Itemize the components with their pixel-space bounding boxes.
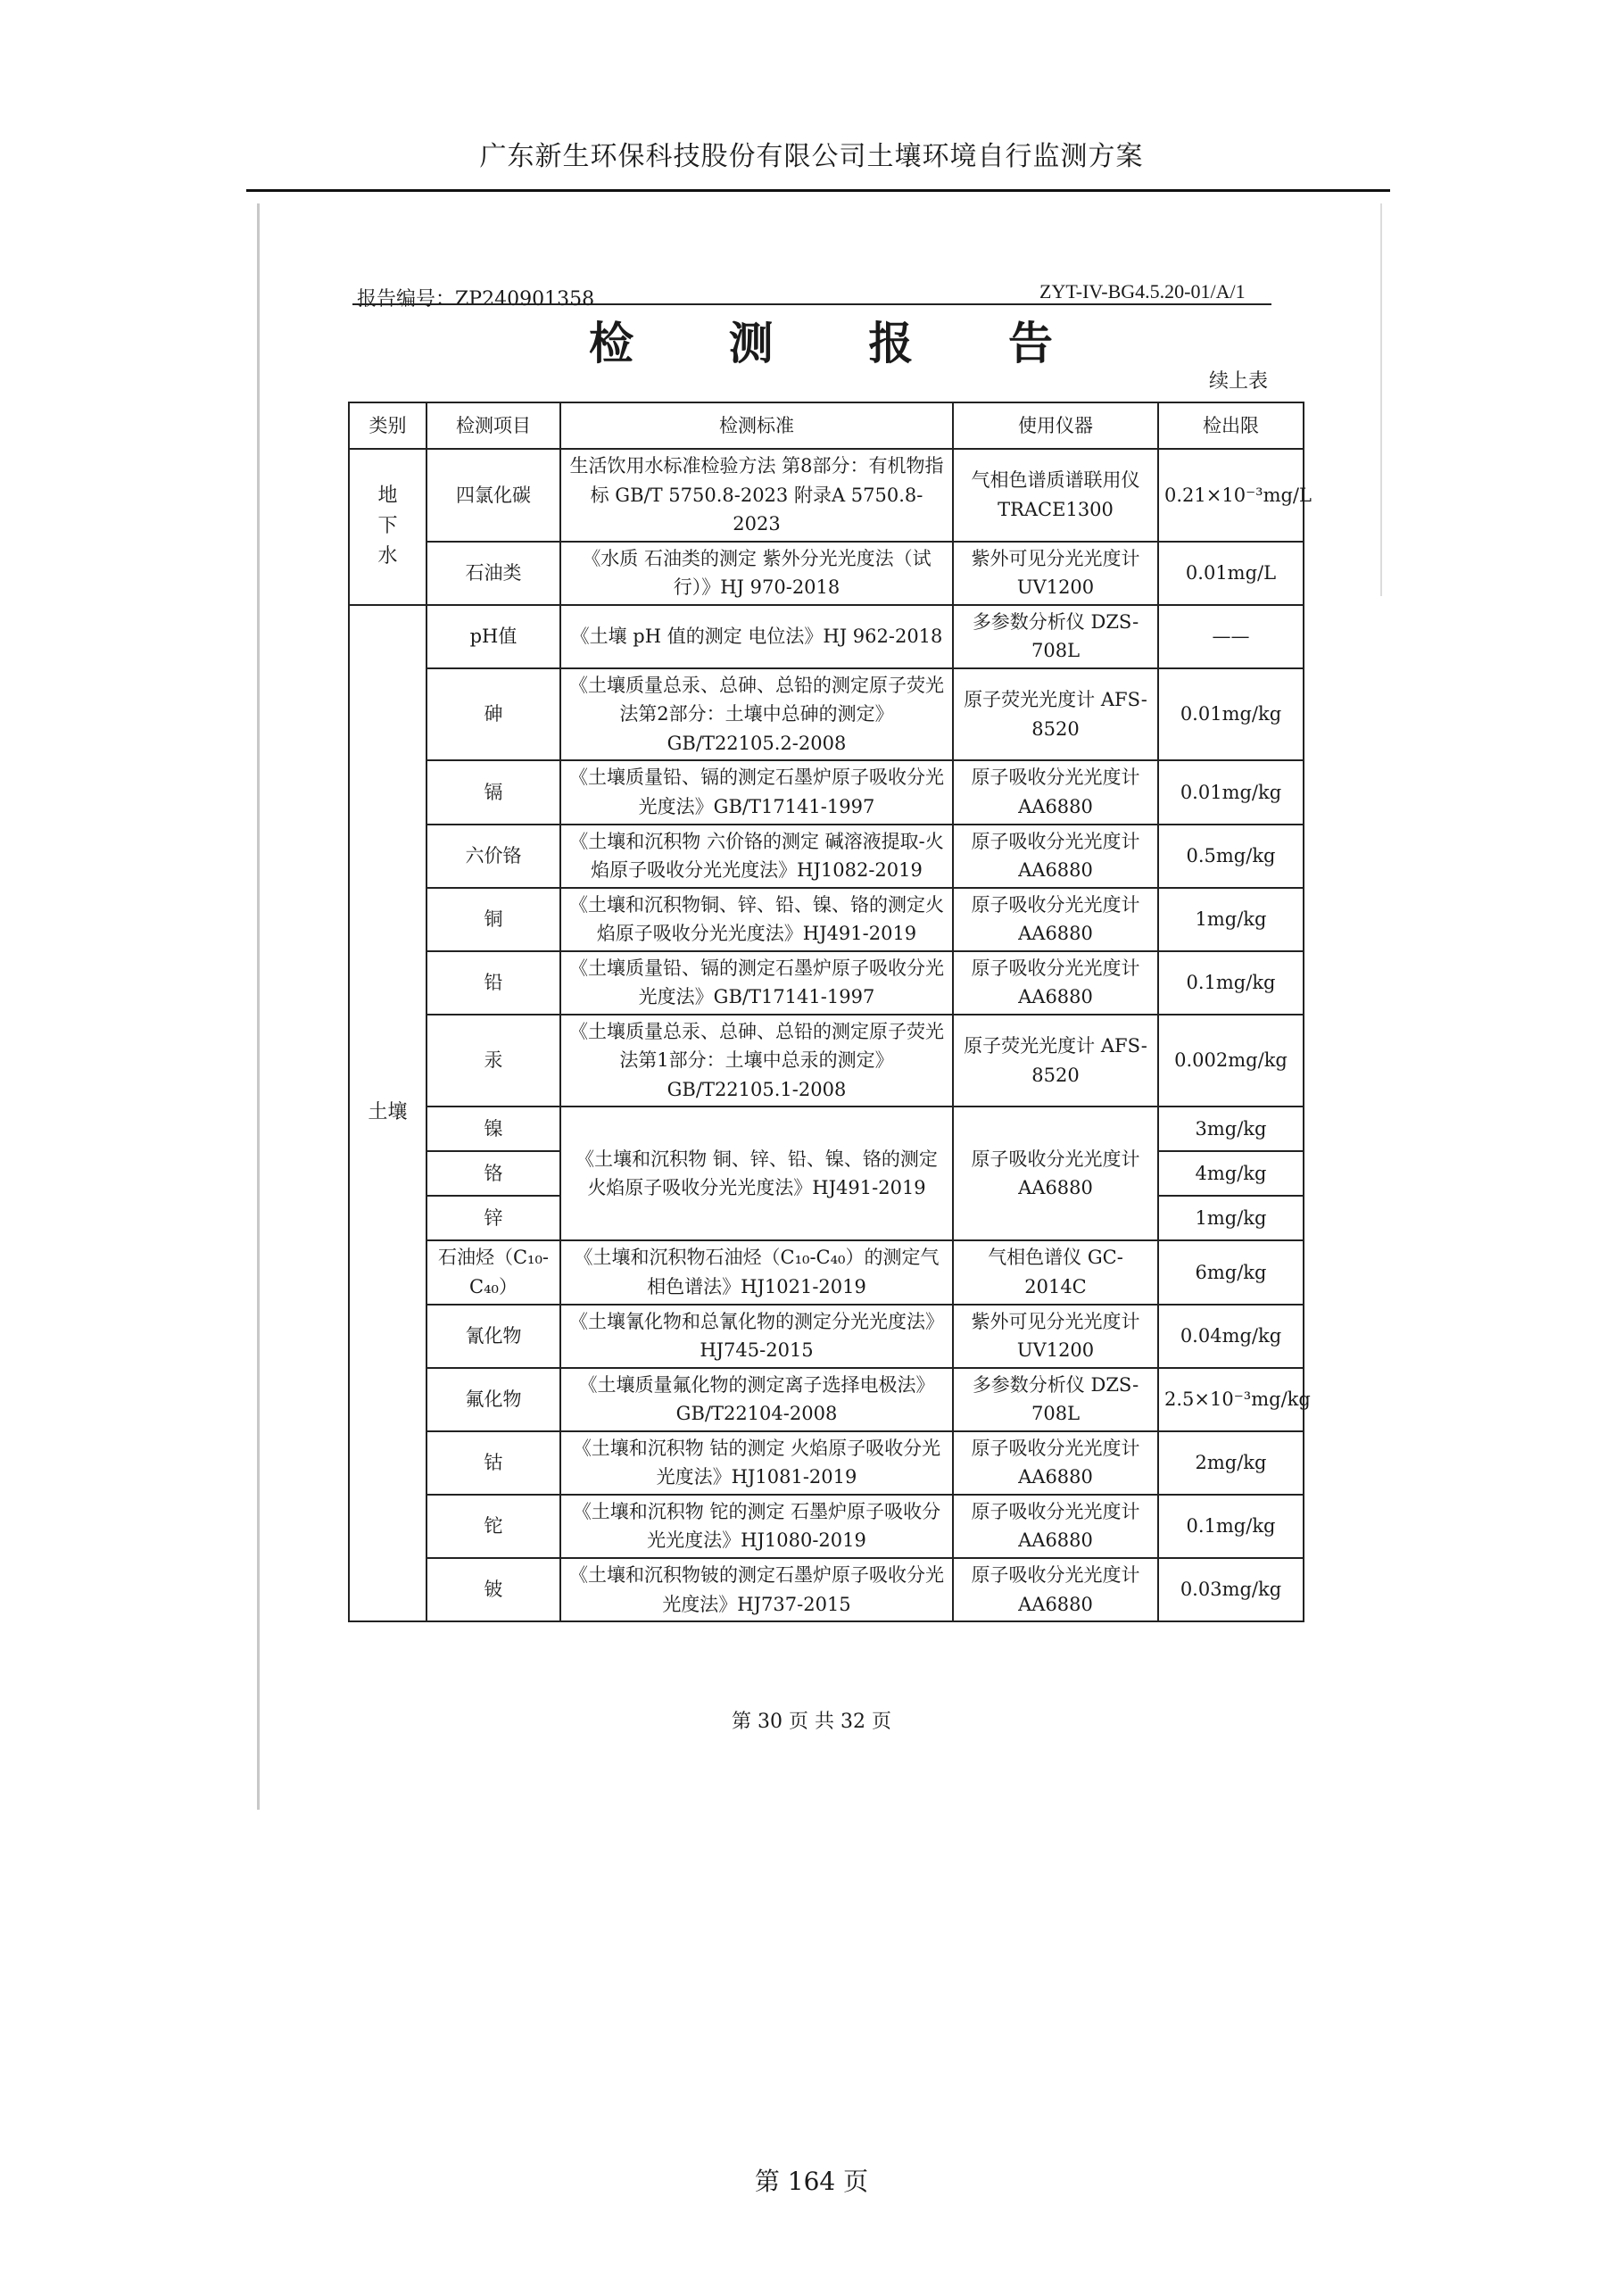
table-row: [349, 888, 1304, 951]
instrument-cell: 紫外可见分光光度计 UV1200: [953, 542, 1158, 605]
table-row: [349, 1015, 1304, 1107]
item-cell: 石油类: [426, 542, 560, 605]
item-cell: 铊: [426, 1495, 560, 1558]
standard-cell: 《土壤和沉积物石油烃（C₁₀-C₄₀）的测定气相色谱法》HJ1021-2019: [560, 1240, 953, 1304]
test-report-table: [348, 402, 1312, 1622]
table-row: [349, 1305, 1304, 1368]
header-category: 类别: [349, 402, 426, 449]
item-cell: 汞: [426, 1015, 560, 1107]
limit-cell: 1mg/kg: [1158, 888, 1304, 951]
limit-cell: 0.01mg/kg: [1158, 760, 1304, 824]
limit-cell: 0.03mg/kg: [1158, 1558, 1304, 1621]
report-title-char: 测: [728, 317, 774, 369]
standard-cell: 《土壤和沉积物 六价铬的测定 碱溶液提取-火焰原子吸收分光光度法》HJ1082-2019: [560, 825, 953, 888]
standard-cell: 《土壤和沉积物铜、锌、铅、镍、铬的测定火焰原子吸收分光光度法》HJ491-2019: [560, 888, 953, 951]
limit-cell: 0.21×10⁻³mg/L: [1158, 449, 1304, 542]
table-header-row: [349, 402, 1304, 449]
instrument-cell: 紫外可见分光光度计 UV1200: [953, 1305, 1158, 1368]
scan-edge-right: [1380, 203, 1382, 596]
item-cell: 铜: [426, 888, 560, 951]
report-header-rule: [352, 303, 1271, 305]
standard-cell: 《土壤和沉积物铍的测定石墨炉原子吸收分光光度法》HJ737-2015: [560, 1558, 953, 1621]
document-page-number: 第 164 页: [754, 2167, 869, 2196]
standard-cell: 生活饮用水标准检验方法 第8部分：有机物指标 GB/T 5750.8-2023 附录A 5750.8-2023: [560, 449, 953, 542]
limit-cell: 0.01mg/L: [1158, 542, 1304, 605]
instrument-cell: 气相色谱仪 GC-2014C: [953, 1240, 1158, 1304]
header-standard: 检测标准: [560, 402, 953, 449]
table-row: [349, 1558, 1304, 1621]
instrument-cell: 原子荧光光度计 AFS-8520: [953, 668, 1158, 761]
item-cell: 四氯化碳: [426, 449, 560, 542]
report-title-char: 检: [589, 317, 633, 369]
category-cell: 土壤: [349, 605, 426, 1621]
report-title-char: 报: [868, 317, 914, 369]
table-row: [349, 1431, 1304, 1495]
instrument-cell: 原子吸收分光光度计 AA6880: [953, 1431, 1158, 1495]
report-page-counter: 第 30 页 共 32 页: [732, 1711, 891, 1733]
limit-cell: 0.1mg/kg: [1158, 951, 1304, 1015]
header-rule: [246, 189, 1390, 192]
item-cell: 镉: [426, 760, 560, 824]
table-row: [349, 542, 1304, 605]
category-cell: 地下水: [349, 449, 426, 605]
item-cell: 铅: [426, 951, 560, 1015]
limit-cell: 0.01mg/kg: [1158, 668, 1304, 761]
table-row: [349, 668, 1304, 761]
table-row: [349, 449, 1304, 542]
item-cell: 氰化物: [426, 1305, 560, 1368]
limit-cell: 0.002mg/kg: [1158, 1015, 1304, 1107]
header-limit: 检出限: [1158, 402, 1304, 449]
limit-cell: 0.04mg/kg: [1158, 1305, 1304, 1368]
report-code: ZYT-IV-BG4.5.20-01/A/1: [1039, 280, 1246, 303]
standard-cell: 《土壤质量总汞、总砷、总铅的测定原子荧光法第1部分：土壤中总汞的测定》GB/T22105.1-2008: [560, 1015, 953, 1107]
instrument-cell: 原子荧光光度计 AFS-8520: [953, 1015, 1158, 1107]
instrument-cell: 原子吸收分光光度计 AA6880: [953, 760, 1158, 824]
standard-cell: 《土壤和沉积物 钴的测定 火焰原子吸收分光光度法》HJ1081-2019: [560, 1431, 953, 1495]
report-title: [589, 308, 1053, 372]
item-cell: pH值: [426, 605, 560, 668]
standard-cell: 《土壤质量氟化物的测定离子选择电极法》GB/T22104-2008: [560, 1368, 953, 1431]
instrument-cell: 多参数分析仪 DZS-708L: [953, 1368, 1158, 1431]
item-cell: 锌: [426, 1196, 560, 1240]
document-header-title: 广东新生环保科技股份有限公司土壤环境自行监测方案: [479, 141, 1144, 172]
instrument-cell: 原子吸收分光光度计 AA6880: [953, 825, 1158, 888]
table-row: [349, 825, 1304, 888]
report-number: 报告编号：ZP240901358: [357, 288, 595, 311]
item-cell: 铍: [426, 1558, 560, 1621]
table-row: [349, 605, 1304, 668]
instrument-cell: 气相色谱质谱联用仪 TRACE1300: [953, 449, 1158, 542]
item-cell: 砷: [426, 668, 560, 761]
continued-label: 续上表: [1209, 370, 1269, 393]
standard-cell: 《土壤氰化物和总氰化物的测定分光光度法》HJ745-2015: [560, 1305, 953, 1368]
item-cell: 钴: [426, 1431, 560, 1495]
table-row: [349, 760, 1304, 824]
table-row: [349, 1495, 1304, 1558]
header-item: 检测项目: [426, 402, 560, 449]
table-row: [349, 1240, 1304, 1304]
limit-cell: 6mg/kg: [1158, 1240, 1304, 1304]
limit-cell: 1mg/kg: [1158, 1196, 1304, 1240]
limit-cell: 2.5×10⁻³mg/kg: [1158, 1368, 1304, 1431]
table-row: [349, 951, 1304, 1015]
instrument-cell: 原子吸收分光光度计 AA6880: [953, 1107, 1158, 1240]
instrument-cell: 原子吸收分光光度计 AA6880: [953, 888, 1158, 951]
standard-cell: 《土壤质量总汞、总砷、总铅的测定原子荧光法第2部分：土壤中总砷的测定》GB/T22105.2-2008: [560, 668, 953, 761]
instrument-cell: 原子吸收分光光度计 AA6880: [953, 951, 1158, 1015]
instrument-cell: 原子吸收分光光度计 AA6880: [953, 1558, 1158, 1621]
standard-cell: 《土壤质量铅、镉的测定石墨炉原子吸收分光光度法》GB/T17141-1997: [560, 951, 953, 1015]
item-cell: 六价铬: [426, 825, 560, 888]
table-row: [349, 1368, 1304, 1431]
limit-cell: 0.5mg/kg: [1158, 825, 1304, 888]
table-row: [349, 1107, 1304, 1151]
standard-cell: 《水质 石油类的测定 紫外分光光度法（试行）》HJ 970-2018: [560, 542, 953, 605]
item-cell: 镍: [426, 1107, 560, 1151]
standard-cell: 《土壤和沉积物 铜、锌、铅、镍、铬的测定 火焰原子吸收分光光度法》HJ491-2019: [560, 1107, 953, 1240]
limit-cell: 2mg/kg: [1158, 1431, 1304, 1495]
item-cell: 铬: [426, 1151, 560, 1196]
instrument-cell: 多参数分析仪 DZS-708L: [953, 605, 1158, 668]
scan-edge-left: [257, 203, 260, 1810]
item-cell: 石油烃（C₁₀-C₄₀）: [426, 1240, 560, 1304]
standard-cell: 《土壤和沉积物 铊的测定 石墨炉原子吸收分光光度法》HJ1080-2019: [560, 1495, 953, 1558]
limit-cell: ——: [1158, 605, 1304, 668]
limit-cell: 0.1mg/kg: [1158, 1495, 1304, 1558]
instrument-cell: 原子吸收分光光度计 AA6880: [953, 1495, 1158, 1558]
report-title-char: 告: [1007, 317, 1053, 369]
limit-cell: 4mg/kg: [1158, 1151, 1304, 1196]
limit-cell: 3mg/kg: [1158, 1107, 1304, 1151]
standard-cell: 《土壤质量铅、镉的测定石墨炉原子吸收分光光度法》GB/T17141-1997: [560, 760, 953, 824]
standard-cell: 《土壤 pH 值的测定 电位法》HJ 962-2018: [560, 605, 953, 668]
item-cell: 氟化物: [426, 1368, 560, 1431]
header-instrument: 使用仪器: [953, 402, 1158, 449]
